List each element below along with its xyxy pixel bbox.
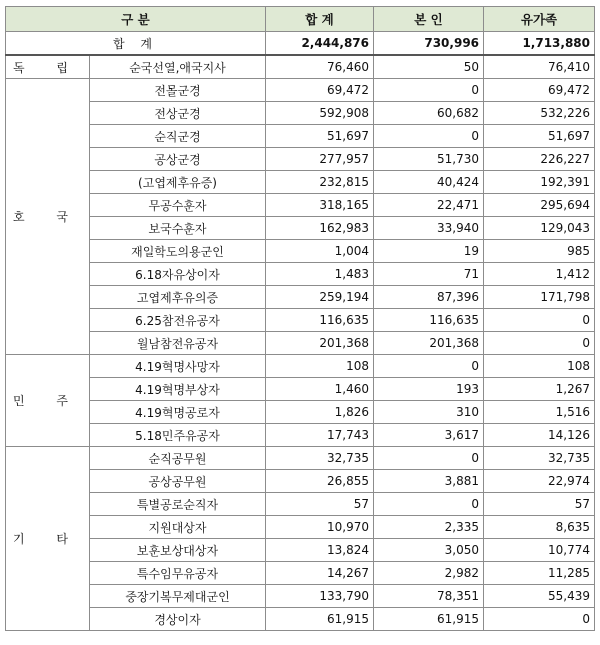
table-row bbox=[6, 171, 595, 194]
row-total: 26,855 bbox=[266, 470, 374, 493]
table-row bbox=[6, 516, 595, 539]
row-self: 193 bbox=[374, 378, 484, 401]
row-label: 순직군경 bbox=[90, 125, 266, 148]
row-label: 특별공로순직자 bbox=[90, 493, 266, 516]
group-label: 호 국 bbox=[6, 79, 90, 355]
row-self: 310 bbox=[374, 401, 484, 424]
row-label: (고엽제후유증) bbox=[90, 171, 266, 194]
row-family: 1,267 bbox=[484, 378, 595, 401]
row-label: 월남참전유공자 bbox=[90, 332, 266, 355]
row-self: 50 bbox=[374, 55, 484, 79]
row-label: 4.19혁명부상자 bbox=[90, 378, 266, 401]
group-label: 기 타 bbox=[6, 447, 90, 631]
row-self: 40,424 bbox=[374, 171, 484, 194]
row-total: 318,165 bbox=[266, 194, 374, 217]
row-family: 55,439 bbox=[484, 585, 595, 608]
row-label: 중장기복무제대군인 bbox=[90, 585, 266, 608]
row-total: 51,697 bbox=[266, 125, 374, 148]
row-self: 0 bbox=[374, 447, 484, 470]
row-family: 985 bbox=[484, 240, 595, 263]
row-self: 87,396 bbox=[374, 286, 484, 309]
row-family: 0 bbox=[484, 332, 595, 355]
table-row bbox=[6, 217, 595, 240]
row-self: 2,335 bbox=[374, 516, 484, 539]
row-total: 259,194 bbox=[266, 286, 374, 309]
row-family: 57 bbox=[484, 493, 595, 516]
table-row bbox=[6, 148, 595, 171]
table-row bbox=[6, 355, 595, 378]
grand-total-total: 2,444,876 bbox=[266, 32, 374, 56]
row-family: 1,516 bbox=[484, 401, 595, 424]
row-family: 51,697 bbox=[484, 125, 595, 148]
row-family: 10,774 bbox=[484, 539, 595, 562]
row-label: 6.25참전유공자 bbox=[90, 309, 266, 332]
row-total: 116,635 bbox=[266, 309, 374, 332]
row-total: 1,483 bbox=[266, 263, 374, 286]
grand-total-self: 730,996 bbox=[374, 32, 484, 56]
row-label: 무공수훈자 bbox=[90, 194, 266, 217]
row-family: 32,735 bbox=[484, 447, 595, 470]
row-total: 133,790 bbox=[266, 585, 374, 608]
row-label: 4.19혁명사망자 bbox=[90, 355, 266, 378]
row-total: 57 bbox=[266, 493, 374, 516]
row-total: 201,368 bbox=[266, 332, 374, 355]
row-self: 0 bbox=[374, 355, 484, 378]
row-family: 108 bbox=[484, 355, 595, 378]
row-self: 0 bbox=[374, 125, 484, 148]
table-row bbox=[6, 470, 595, 493]
row-family: 76,410 bbox=[484, 55, 595, 79]
row-family: 69,472 bbox=[484, 79, 595, 102]
table-row bbox=[6, 447, 595, 470]
header-self: 본 인 bbox=[374, 7, 484, 32]
table-row bbox=[6, 401, 595, 424]
row-label: 고엽제후유의증 bbox=[90, 286, 266, 309]
table-row bbox=[6, 55, 595, 79]
row-family: 226,227 bbox=[484, 148, 595, 171]
row-family: 0 bbox=[484, 608, 595, 631]
row-family: 129,043 bbox=[484, 217, 595, 240]
row-self: 116,635 bbox=[374, 309, 484, 332]
table-row bbox=[6, 240, 595, 263]
row-family: 14,126 bbox=[484, 424, 595, 447]
table-row bbox=[6, 424, 595, 447]
row-family: 171,798 bbox=[484, 286, 595, 309]
header-row bbox=[6, 7, 595, 32]
row-self: 51,730 bbox=[374, 148, 484, 171]
row-family: 1,412 bbox=[484, 263, 595, 286]
row-total: 1,826 bbox=[266, 401, 374, 424]
row-self: 0 bbox=[374, 493, 484, 516]
row-total: 232,815 bbox=[266, 171, 374, 194]
table-row bbox=[6, 585, 595, 608]
header-category: 구 분 bbox=[6, 7, 266, 32]
row-self: 3,050 bbox=[374, 539, 484, 562]
group-label: 민 주 bbox=[6, 355, 90, 447]
table-row bbox=[6, 286, 595, 309]
table-row bbox=[6, 608, 595, 631]
row-self: 60,682 bbox=[374, 102, 484, 125]
row-label: 보훈보상대상자 bbox=[90, 539, 266, 562]
grand-total-label: 합 계 bbox=[6, 32, 266, 56]
row-self: 2,982 bbox=[374, 562, 484, 585]
row-label: 특수임무유공자 bbox=[90, 562, 266, 585]
row-label: 지원대상자 bbox=[90, 516, 266, 539]
table-row bbox=[6, 79, 595, 102]
row-self: 61,915 bbox=[374, 608, 484, 631]
row-label: 재일학도의용군인 bbox=[90, 240, 266, 263]
row-total: 17,743 bbox=[266, 424, 374, 447]
table-row bbox=[6, 125, 595, 148]
row-total: 76,460 bbox=[266, 55, 374, 79]
row-total: 108 bbox=[266, 355, 374, 378]
table-row bbox=[6, 332, 595, 355]
row-label: 전상군경 bbox=[90, 102, 266, 125]
row-total: 277,957 bbox=[266, 148, 374, 171]
row-label: 보국수훈자 bbox=[90, 217, 266, 240]
table-row bbox=[6, 309, 595, 332]
row-total: 10,970 bbox=[266, 516, 374, 539]
row-self: 22,471 bbox=[374, 194, 484, 217]
row-total: 14,267 bbox=[266, 562, 374, 585]
table-row bbox=[6, 378, 595, 401]
row-family: 295,694 bbox=[484, 194, 595, 217]
row-label: 공상공무원 bbox=[90, 470, 266, 493]
row-self: 3,617 bbox=[374, 424, 484, 447]
row-total: 13,824 bbox=[266, 539, 374, 562]
table-row bbox=[6, 263, 595, 286]
row-family: 0 bbox=[484, 309, 595, 332]
table-row bbox=[6, 194, 595, 217]
row-family: 8,635 bbox=[484, 516, 595, 539]
row-label: 전몰군경 bbox=[90, 79, 266, 102]
row-family: 11,285 bbox=[484, 562, 595, 585]
row-label: 순직공무원 bbox=[90, 447, 266, 470]
grand-total-row bbox=[6, 32, 595, 56]
veterans-table bbox=[5, 6, 595, 631]
grand-total-family: 1,713,880 bbox=[484, 32, 595, 56]
row-label: 순국선열,애국지사 bbox=[90, 55, 266, 79]
row-family: 532,226 bbox=[484, 102, 595, 125]
row-label: 5.18민주유공자 bbox=[90, 424, 266, 447]
row-total: 162,983 bbox=[266, 217, 374, 240]
row-total: 32,735 bbox=[266, 447, 374, 470]
header-family: 유가족 bbox=[484, 7, 595, 32]
row-total: 592,908 bbox=[266, 102, 374, 125]
row-label: 6.18자유상이자 bbox=[90, 263, 266, 286]
row-total: 1,460 bbox=[266, 378, 374, 401]
table-row bbox=[6, 493, 595, 516]
row-total: 1,004 bbox=[266, 240, 374, 263]
row-self: 33,940 bbox=[374, 217, 484, 240]
row-self: 71 bbox=[374, 263, 484, 286]
table-row bbox=[6, 562, 595, 585]
row-total: 61,915 bbox=[266, 608, 374, 631]
table-row bbox=[6, 539, 595, 562]
row-self: 201,368 bbox=[374, 332, 484, 355]
row-self: 0 bbox=[374, 79, 484, 102]
row-family: 22,974 bbox=[484, 470, 595, 493]
row-total: 69,472 bbox=[266, 79, 374, 102]
row-self: 3,881 bbox=[374, 470, 484, 493]
row-label: 4.19혁명공로자 bbox=[90, 401, 266, 424]
table-row bbox=[6, 102, 595, 125]
group-label: 독 립 bbox=[6, 55, 90, 79]
row-family: 192,391 bbox=[484, 171, 595, 194]
row-self: 78,351 bbox=[374, 585, 484, 608]
row-self: 19 bbox=[374, 240, 484, 263]
row-label: 경상이자 bbox=[90, 608, 266, 631]
row-label: 공상군경 bbox=[90, 148, 266, 171]
header-total: 합 계 bbox=[266, 7, 374, 32]
